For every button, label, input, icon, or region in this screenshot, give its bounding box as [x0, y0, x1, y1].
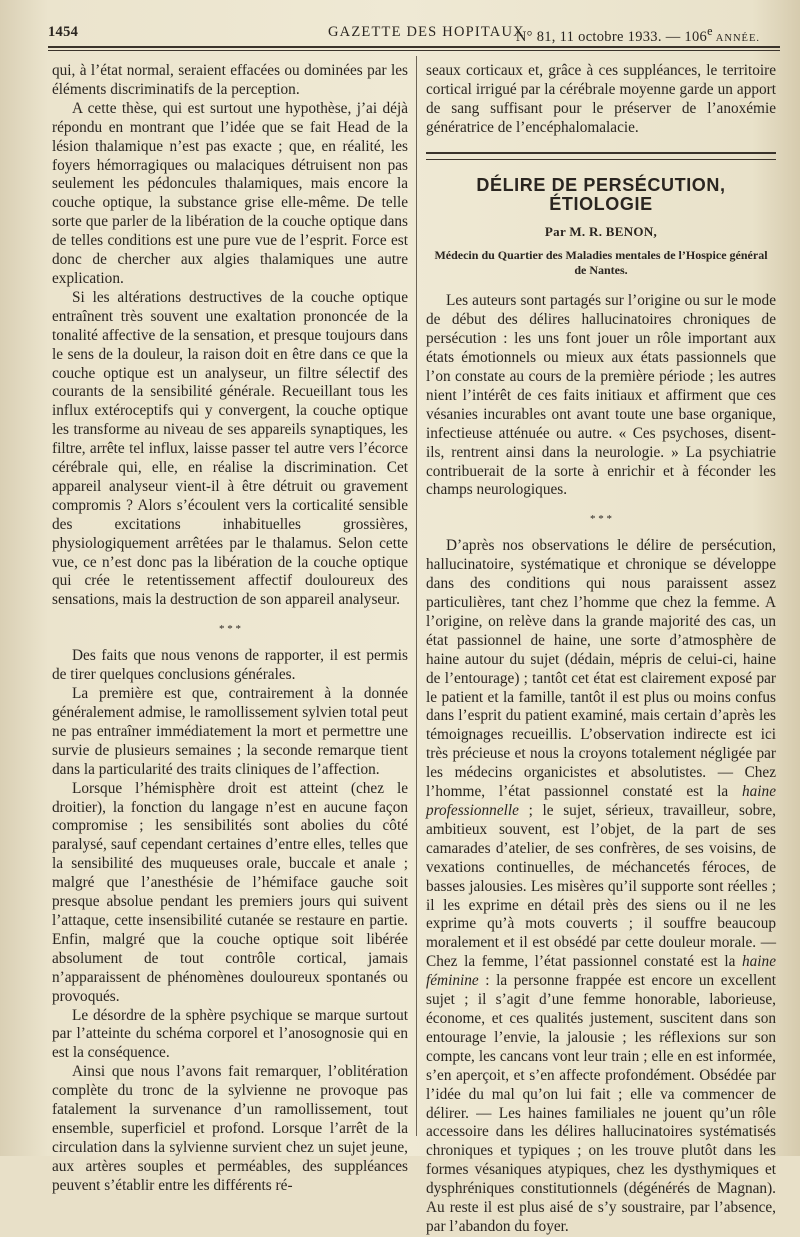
paragraph: Le désordre de la sphère psychique se marque surtout par l’atteinte du schéma corporel et l’anosognosie qui en est la conséquence. [52, 1006, 408, 1062]
header-rule-thin [48, 50, 780, 51]
left-column [52, 62, 408, 1196]
paragraph: qui, à l’état normal, seraient effacées ou dominées par les éléments discriminatifs de la perception. [52, 62, 408, 98]
issue-sup: e [707, 24, 713, 38]
author-affiliation: Médecin du Quartier des Maladies mentales de l’Hospice général de Nantes. [434, 248, 768, 278]
issue-year-label: ANNÉE. [712, 32, 760, 44]
paragraph: Lorsque l’hémisphère droit est atteint (chez le droitier), la fonction du langage n’est en aucune façon compromise ; les sensibilités sont abolies du côté paralysé, sauf cependant certaines d’entre elles, telles que la sensibilité des muqueuses orale, buccale et anale ; malgré que l’anesthésie de l’hémiface gauche soit presque absolue pendant les premiers jours qui suivent l’attaque, cette insensibilité cutanée se restaure en partie. Enfin, malgré que la couche optique soit libérée absolument de tout contrôle cortical, jamais n’apparaissent de phénomènes douloureux spontanés ou provoqués. [52, 779, 408, 1005]
emphasis-text: haine professionnelle [426, 783, 776, 819]
section-break-stars: * * * [219, 623, 241, 636]
journal-title: GAZETTE DES HOPITAUX [328, 24, 525, 40]
section-break-stars: * * * [590, 513, 612, 526]
article-title: DÉLIRE DE PERSÉCUTION, ÉTIOLOGIE [476, 174, 726, 214]
paragraph: Les auteurs sont partagés sur l’origine ou sur le mode de début des délires hallucinatoires chroniques de persécution : les uns font jouer un rôle important aux états émotionnels ou mieux aux états passionnels que l’on constate au cours de la première période ; les autres nient l’intérêt de ces faits initiaux et affirment que ces vésanies incurables ont avant toute une base organique, infectieuse atténuée ou autre. « Ces psychoses, disent-ils, rentrent ainsi dans la neurologie. » La psychiatrie contribuerait de la sorte à enrichir et à féconder les champs neurologiques. [426, 292, 776, 499]
issue-info [516, 24, 760, 46]
text-run: D’après nos observations le délire de persécution, hallucinatoire, systématique et chronique se développe dans des conditions qui nous paraissent assez particulières, tant chez l’homme que chez la femme. A l’origine, on relève dans la grande majorité des cas, un état passionnel de haine, une sorte d’atmosphère de haine autour du sujet (dédain, mépris de celui-ci, haine de l’entourage) ; tantôt cet état est clairement exposé par le patient et la famille, tantôt il est plus ou moins confus dans l’esprit du patient examiné, mais certain d’après les témoignages recueillis. L’observation indirecte est ici très précieuse et nous la croyons totalement négligée par les médecins organicistes et absolutistes. — Chez l’homme, l’état passionnel constaté est la [426, 537, 776, 801]
article-separator [426, 152, 776, 160]
page-header [48, 22, 778, 46]
emphasis-text: haine féminine [426, 953, 776, 990]
right-column [426, 62, 776, 1237]
paragraph: A cette thèse, qui est surtout une hypothèse, j’ai déjà répondu en montrant que l’idée que se fait Head de la lésion thalamique n’est pas exacte ; que, en réalité, les foyers hémorragiques ou malaciques détruisent non pas seulement les pédoncules thalamiques, mais encore la couche optique, la substance grise elle-même. De telle sorte que parler de la libération de la couche optique dans de telles conditions est une pure vue de l’esprit. Force est donc de chercher aux algies thalamiques une autre explication. [52, 99, 408, 287]
paragraph: Ainsi que nous l’avons fait remarquer, l’oblitération complète du tronc de la sylvienne ne provoque pas fatalement la survenance d’un ramollissement, tout ensemble, superficiel et profond. Lorsque l’arrêt de la circulation dans la sylvienne survient chez un sujet jeune, aux artères souples et perméables, des suppléances peuvent s’établir entre les différents ré- [52, 1063, 408, 1194]
text-run: : la personne frappée est encore un excellent sujet ; il s’agit d’une femme honorable, laborieuse, économe, et ces qualités justement, suscitent dans son entourage l’envie, la jalousie ; les réflexions sur son compte, les cancans vont leur train ; elle en est informée, s’en aperçoit, et s’en affecte profondément. Obsédée par l’idée du mal qu’on lui fait ; elle va commencer de délirer. — Les haines familiales ne jouent qu’un rôle accessoire dans les délires hallucinatoires systématisés chroniques et typiques ; on les trouve plutôt dans les formes vésaniques atypiques, chez les dysthymiques et dysphréniques constitutionnels (dégénérés de Magnan). Au reste il est plus aisé de s’y soustraire, par l’absence, par l’abandon du foyer. [426, 972, 776, 1235]
article-author: Par M. R. BENON, [544, 224, 658, 240]
issue-text: N° 81, 11 octobre 1933. — 106 [515, 28, 708, 45]
paragraph [426, 537, 776, 1237]
paragraph: seaux corticaux et, grâce à ces suppléances, le territoire cortical irrigué par la cérébrale moyenne garde un apport de sang suffisant pour le préserver de l’anoxémie génératrice de l’encéphalomalacie. [426, 62, 776, 136]
page-number: 1454 [48, 24, 79, 40]
paragraph: Si les altérations destructives de la couche optique entraînent très souvent une exaltation prononcée de la tonalité affective de la sensation, et presque toujours dans le sens de la douleur, la raison doit en être dans ce que la couche optique est un analyseur, un filtre sélectif des courants de la sensibilité générale. Recueillant tous les influx extéroceptifs qui y convergent, la couche optique les transforme au niveau de ses appareils synaptiques, les filtre, arrête tel influx, laisse passer tel autre vers l’écorce cérébrale qui, elle, en réalise la discrimination. Cet appareil analyseur vient-il à être détruit ou gravement compromis ? Alors s’écoulent vers la corticalité sensible des excitations inhabituelles grossières, physiologiquement arrêtées par le thalamus. Selon cette vue, ce n’est donc pas la libération de la couche optique qui crée le retentissement affectif douloureux des sensations, mais la destruction de son appareil analyseur. [52, 288, 408, 609]
column-divider [416, 56, 417, 1136]
header-rule [48, 46, 780, 48]
text-run: ; le sujet, sérieux, travailleur, sobre, ambitieux souvent, est l’objet, de la part de ses camarades d’atelier, de ses confrères, de ses voisins, de vexations continuelles, de méchancetés féroces, de basses jalousies. Les misères qu’il supporte sont réelles ; il les exprime en détail près des siens ou il ne les exprime qu’à mots couverts ; il souffre beaucoup moralement et il est obsédé par cette douleur morale. — Chez la femme, l’état passionnel constaté est la [426, 802, 776, 971]
paragraph: La première est que, contrairement à la donnée généralement admise, le ramollissement sylvien total peut ne pas entraîner immédiatement la mort et permettre une survie de plusieurs semaines ; la seconde remarque tient dans la particularité des traits cliniques de l’affection. [52, 685, 408, 778]
paragraph: Des faits que nous venons de rapporter, il est permis de tirer quelques conclusions générales. [52, 647, 408, 684]
